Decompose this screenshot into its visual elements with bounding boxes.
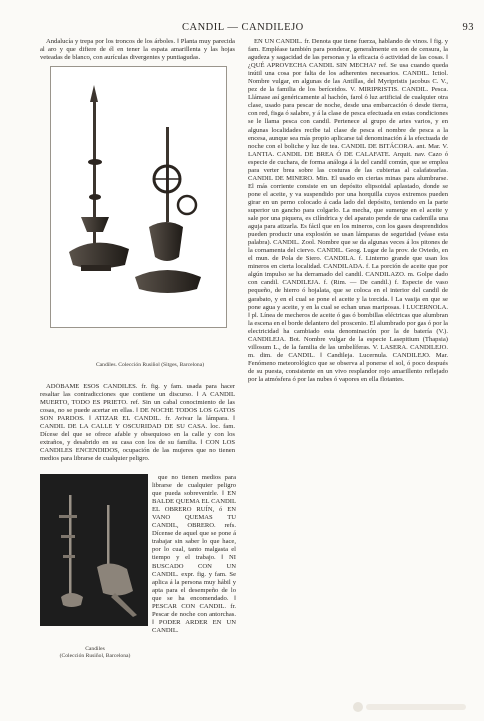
figure2-caption <box>40 646 150 660</box>
right-column-text <box>248 38 448 698</box>
page-header <box>40 22 480 36</box>
paragraph: que no tienen medios para librarse de cualquier peligro que pueda sobrevenirle. ‖ EN BALDE QUEMA EL CANDIL EL OBRERO RUÍN, ó EN VANO QUEMAS TU CANDIL, OBRERO. refs. Dícense de aquel que se pone á trabajar sin saber lo que hace, por lo cual, tanto malgasta el tiempo y el trabajo. ‖ NI BUSCADO CON UN CANDIL. expr. fig. y fam. Se aplica á la persona muy hábil y apta para el desempeño de lo que se ha encomendado. ‖ PESCAR CON CANDIL. fr. Pescar de noche con antorchas. ‖ PODER ARDER EN UN CANDIL. <box>152 474 236 634</box>
figure1-caption: Candiles. Colección Rusiñol (Sitges, Barcelona) <box>95 362 205 368</box>
paragraph: EN UN CANDIL. fr. Denota que tiene fuerza, hablando de vinos. ‖ fig. y fam. Empléase también para ponderar, generalmente en son de censura, la agudeza y sagacidad de las personas y la eficacia ó actividad de las cosas. ‖ ¿QUÉ APROVECHA CANDIL SIN MECHA? ref. Se usa cuando queda inútil una cosa por falta de los adherentes necesarios. CANDIL. Ictiol. Nombre vulgar, en algunas de las Antillas, del Myripristis jacobus C. V., pez de la familia de los beríceidos. V. MIRIPRISTIS. CANDIL. Pesca. Llámase así genéricamente al hachón, farol ó luz artificial de cualquier otra clase, usado para pescar de noche, desde una embarcación ó desde tierra, con red, fisga ó salabre, y á la clase de pesca efectuada en estas condiciones se le llama pesca con candil. Pertenece al grupo de artes varios, y en algunas localidades recibe tal clase de pesca el nombre de pesca a la encesa, aunque sea más propio aplicarse tal denominación á la efectuada de noche con el boliche y luz de tea. CANDIL DE BITÁCORA. ant. Mar. V. LANTIA. CANDIL DE BREA Ó DE CALAFATE. Arquit. nav. Cazo ó especie de cuchara, de forma análoga á la del candil común, que se emplea para verter brea sobre las costuras de las cubiertas al calafatearlas. CANDIL DE MINERO. Min. El usado en ciertas minas para alumbrarse. El más corriente consiste en un depósito elipsoidal aplastado, donde se pone el aceite, y va suspendido por una horquilla cuyos extremos pueden girar en un perno colocado á cada lado del depósito, teniendo en la parte superior un gancho para colgarlo. La mecha, que sumerge en el aceite y sale por una piquera, es cilíndrica y del aparato pende de una cadenilla una aguja para atizarla. Es fácil que en los mineros, con los gases desprendidos pueden producir una explosión se usan lámparas de seguridad (véase esta palabra). CANDIL. Zool. Nombre que se da algunas veces á los pitones de la cornamenta del ciervo. CANDIL. Geog. Lugar de la prov. de Oviedo, en el mun. de Pola de Siero. CANDILA. f. Linterno grande que usan los mineros en cierta localidad. CANDILADA. f. La porción de aceite que por algún impulso se ha derramado del candil. CANDILAZO. m. Golpe dado con candil. CANDILEJA. f. (Rim. — De candil.) f. Especie de vaso pequeño, de hierro ó hojalata, que se coloca en el interior del candil de garabato, y en el cual se pone el aceite y la torcida. ‖ La vasija en que se pone agua y aceite, y en la cual se echan unas mariposas. ‖ LUCERNOLA. ‖ pl. Línea de mecheros de aceite ó gas ó bombillas eléctricas que alumbran la escena en el borde delantero del proscenio. El alumbrado por gas ó por la electricidad ha cambiado esta denominación por la de batería (V.). CANDILEJA. Bot. Nombre vulgar de la especie Lasepitium (Thapsia) villosum L., de la familia de las umbelíferas. V. LASERA. CANDILEJO. m. dim. de CANDIL. ‖ Candileja. Lucernula. CANDILEJO. Mar. Fenómeno meteorológico que se observa al ponerse el sol, ó poco después de su puesta, consistente en un vivo resplandor rojo amarillento reflejado por la atmósfera ó por las nubes ó vapores en ella flotantes. <box>248 38 448 383</box>
paragraph: Andalucía y trepa por los troncos de los árboles. ‖ Planta muy parecida al aro y que difiere de él en tener la espata amarillenta y las hojas veteadas de blanco, con aurículas divergentes y puntiagudas. <box>40 38 235 62</box>
figure-candiles-rusinol <box>50 66 227 328</box>
figure2-caption-title: Candiles <box>85 646 105 652</box>
watermark-logo-icon <box>352 699 472 715</box>
left-column-narrow-text <box>152 474 236 699</box>
candil-illustration <box>51 67 226 327</box>
figure2-caption-source: (Colección Rusiñol, Barcelona) <box>59 653 131 659</box>
page-number: 93 <box>462 22 474 33</box>
paragraph: ADÓBAME ESOS CANDILES. fr. fig. y fam. usada para hacer resaltar las contradicciones que contiene un discurso. ‖ A CANDIL MUERTO, TODO ES PRIETO. ref. Sin un cabal conocimiento de las cosas, no se puede acertar en ellas. ‖ DE NOCHE TODOS LOS GATOS SON PARDOS. ‖ ATIZAR EL CANDIL. fr. Avivar la lámpara. ‖ CANDIL DE LA CALLE Y OSCURIDAD DE SU CASA. loc. fam. Dícese del que se ofrece afable y obsequioso en la calle y con los extraños, y desabrido en su casa con los de su familia. ‖ CON LOS CANDILES ENCENDIDOS, ocupación de las mujeres que no tienen medios para librarse de cualquier peligro. <box>40 383 235 463</box>
left-column-middle-text <box>40 383 235 473</box>
candil-photo-illustration <box>41 475 147 625</box>
watermark-logo <box>352 699 472 715</box>
figure-candiles-photo <box>40 474 148 626</box>
left-column-top-text <box>40 38 235 62</box>
running-title: CANDIL — CANDILEJO <box>182 22 304 33</box>
